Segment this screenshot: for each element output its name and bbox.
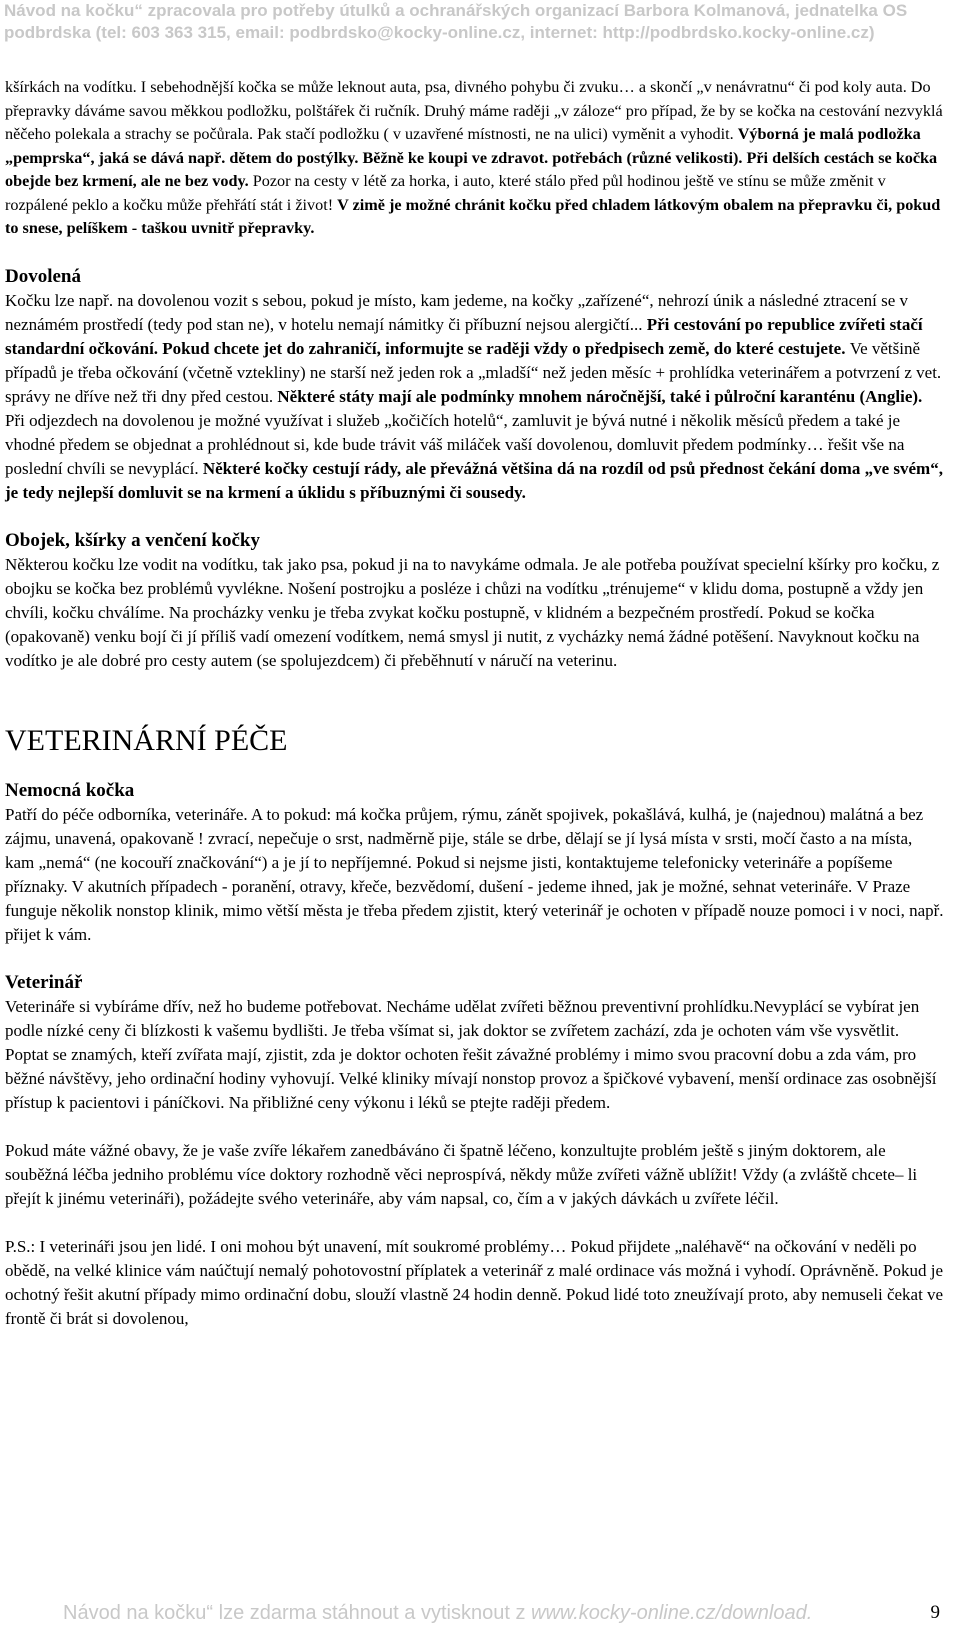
paragraph-dovolena <box>5 289 945 505</box>
paragraph-dovolena-e: Při odjezdech na dovolenou je možné využívat i služeb „kočičích hotelů“, zamluvit je bývá nutné i několik měsíců předem a také je vhodné předem se objednat a prohlédnout si, kde bude trávit váš miláček vaší dovolenou, domluvit předem podmínky… řešit vše na poslední chvíli se nevyplácí. <box>5 410 905 478</box>
page-number: 9 <box>930 1602 940 1623</box>
page-header <box>0 0 960 46</box>
heading-obojek: Obojek, kšírky a venčení kočky <box>5 529 260 551</box>
header-line-1: Návod na kočku“ zpracovala pro potřeby útulků a ochranářských organizací Barbora Kolmanová, jednatelka OS <box>4 1 908 20</box>
page-content <box>5 76 945 1331</box>
footer-url: www.kocky-online.cz/download. <box>531 1602 813 1624</box>
paragraph-travel-b: Výborná je malá podložka „pemprska“, jaká se dává např. dětem do postýlky. Běžně ke koupi ve zdravot. potřebách (různé velikosti). Při delších cestách se kočka obejde bez krmení, ale ne bez vody. <box>5 125 938 190</box>
paragraph-travel-a: kšírkách na vodítku. I sebehodnější kočka se může leknout auta, psa, divného pohybu či zvuku… a skončí „v nenávratnu“ či pod koly auta. Do přepravky dáváme savou měkkou podložku, polštářek či ručník. Druhý máme raději „v záloze“ pro případ, že by se kočka na cestování nezvyklá něčeho polekala a strachy se počůrala. Pak stačí podložku ( v uzavřené místnosti, ne na ulici) vyměnit a vyhodit. <box>5 78 943 143</box>
paragraph-dovolena-d: Některé státy mají ale podmínky mnohem náročnější, také i půlroční karanténu (Anglie). <box>277 386 923 406</box>
paragraph-obojek: Některou kočku lze vodit na vodítku, tak jako psa, pokud ji na to navykáme odmala. Je ale potřeba používat specielní kšírky pro kočku, z obojku se kočka bez problémů vyvlékne. Nošení postrojku a posléze i chůzi na vodítku „trénujeme“ v klidu doma, postupně a vždy jen chvíli, kočku chválíme. Na procházky venku je třeba zvykat kočku postupně, v klidném a bezpečném prostředí. Pokud se kočka (opakovaně) venku bojí či jí příliš vadí omezení vodítkem, nemá smysl ji nutit, z vycházky nemá žádné potěšení. Navyknout kočku na vodítko je ale dobré pro cesty autem (se spolujezdcem) či přeběhnutí v náručí na veterinu. <box>5 554 940 670</box>
paragraph-dovolena-a: Kočku lze např. na dovolenou vozit s sebou, pokud je místo, kam jedeme, na kočky „zařízené“, nehrozí únik a následné ztracení se v neznámém prostředí (tedy pod stan ne), v hotelu nemají námitky či příbuzní nejsou alergičtí... <box>5 290 909 334</box>
page-footer <box>0 1594 960 1624</box>
header-line-2: podbrdska (tel: 603 363 315, email: podbrdsko@kocky-online.cz, internet: http://podbrdsko.kocky-online.cz) <box>4 23 875 42</box>
paragraph-nemocna-kocka: Patří do péče odborníka, veterináře. A to pokud: má kočka průjem, rýmu, zánět spojivek, pokašlává, kulhá, je (najednou) malátná a bez zájmu, unavená, opakovaně ! zvrací, nepečuje o srst, nadměrně pije, stále se drbe, dělají se jí lysá místa v srsti, močí často a na místa, kam „nemá“ (ne kocouří značkování“) a je jí to nepříjemné. Pokud si nejsme jisti, kontaktujeme telefonicky veterináře a popíšeme příznaky. V akutních případech - poranění, otravy, křeče, bezvědomí, dušení - jedeme ihned, jak je možné, sehnat veterináře. V Praze funguje několik nonstop klinik, mimo větší města je třeba předem zjistit, který veterinář je ochoten v případě nouze pomoci i v noci, např. přijet k vám. <box>5 804 944 944</box>
footer-label: Návod na kočku“ lze zdarma stáhnout a vytisknout z <box>63 1602 532 1624</box>
footer-text <box>63 1602 812 1625</box>
paragraph-travel-c: Pozor na cesty v létě za horka, i auto, které stálo před půl hodinou ještě ve stínu se může změnit v rozpálené peklo a kočku může přehřátí stát i život! <box>5 172 886 214</box>
heading-nemocna-kocka: Nemocná kočka <box>5 779 135 801</box>
paragraph-dovolena-b: Při cestování po republice zvířeti stačí standardní očkování. Pokud chcete jet do zahraničí, informujte se raději vždy o předpisech země, do které cestujete. <box>5 314 923 358</box>
paragraph-ps: P.S.: I veterináři jsou jen lidé. I oni mohou být unavení, mít soukromé problémy… Pokud přijdete „naléhavě“ na očkování v neděli po obědě, na velké klinice vám naúčtují nemalý pohotovostní příplatek a veterinář z malé ordinace vás možná i vyhodí. Oprávněně. Pokud je ochotný řešit akutní případy mimo ordinační dobu, slouží vlastně 24 hodin denně. Pokud lidé toto zneužívají proto, aby nemuseli čekat ve frontě či brát si dovolenou, <box>5 1236 944 1328</box>
paragraph-obavy: Pokud máte vážné obavy, že je vaše zvíře lékařem zanedbáváno či špatně léčeno, konzultujte problém ještě s jiným doktorem, ale souběžná léčba jedniho problému více doktory rozhodně věci neprospívá, někdy může zvířeti vážně ublížit! Vždy (a zvláště chcete– li přejít k jinému veterináři), požádejte svého veterináře, aby vám napsal, co, čím a v jakých dávkách u zvířete léčil. <box>5 1140 918 1208</box>
heading-dovolena: Dovolená <box>5 265 81 287</box>
heading-veterinar: Veterinář <box>5 971 83 993</box>
paragraph-dovolena-c: Ve většině případů je třeba očkování (včetně vztekliny) ne starší než jeden rok a „mladší“ než jeden měsíc + prohlídka veterinářem a potvrzení z vet. správy ne dříve než tři dny před cestou. <box>5 338 942 406</box>
paragraph-dovolena-f: Některé kočky cestují rády, ale převážná většina dá na rozdíl od psů přednost čekání doma „ve svém“, je tedy nejlepší domluvit se na krmení a úklidu s příbuznými či sousedy. <box>5 458 943 502</box>
heading-veterinarni-pece: VETERINÁRNÍ PÉČE <box>5 723 288 757</box>
paragraph-travel-d: V zimě je možné chránit kočku před chladem látkovým obalem na přepravku či, pokud to snese, pelíškem - taškou uvnitř přepravky. <box>5 195 941 237</box>
paragraph-travel <box>5 76 945 241</box>
paragraph-veterinar: Veterináře si vybíráme dřív, než ho budeme potřebovat. Necháme udělat zvířeti běžnou preventivní prohlídku.Nevyplácí se vybírat jen podle nízké ceny či blízkosti k vašemu bydlišti. Je třeba všímat si, jak doktor se zvířetem zachází, zda je ochoten vám vše vysvětlit. Poptat se znamých, kteří zvířata mají, zjistit, zda je doktor ochoten řešit závažné problémy i mimo svou pracovní dobu a zda vám, pro běžné návštěvy, jeho ordinační hodiny vyhovují. Velké kliniky mívají nonstop provoz a špičkové vybavení, menší ordinace zas osobnější přístup k pacientovi i páníčkovi. Na přibližné ceny výkonu i léků se ptejte raději předem. <box>5 996 937 1112</box>
